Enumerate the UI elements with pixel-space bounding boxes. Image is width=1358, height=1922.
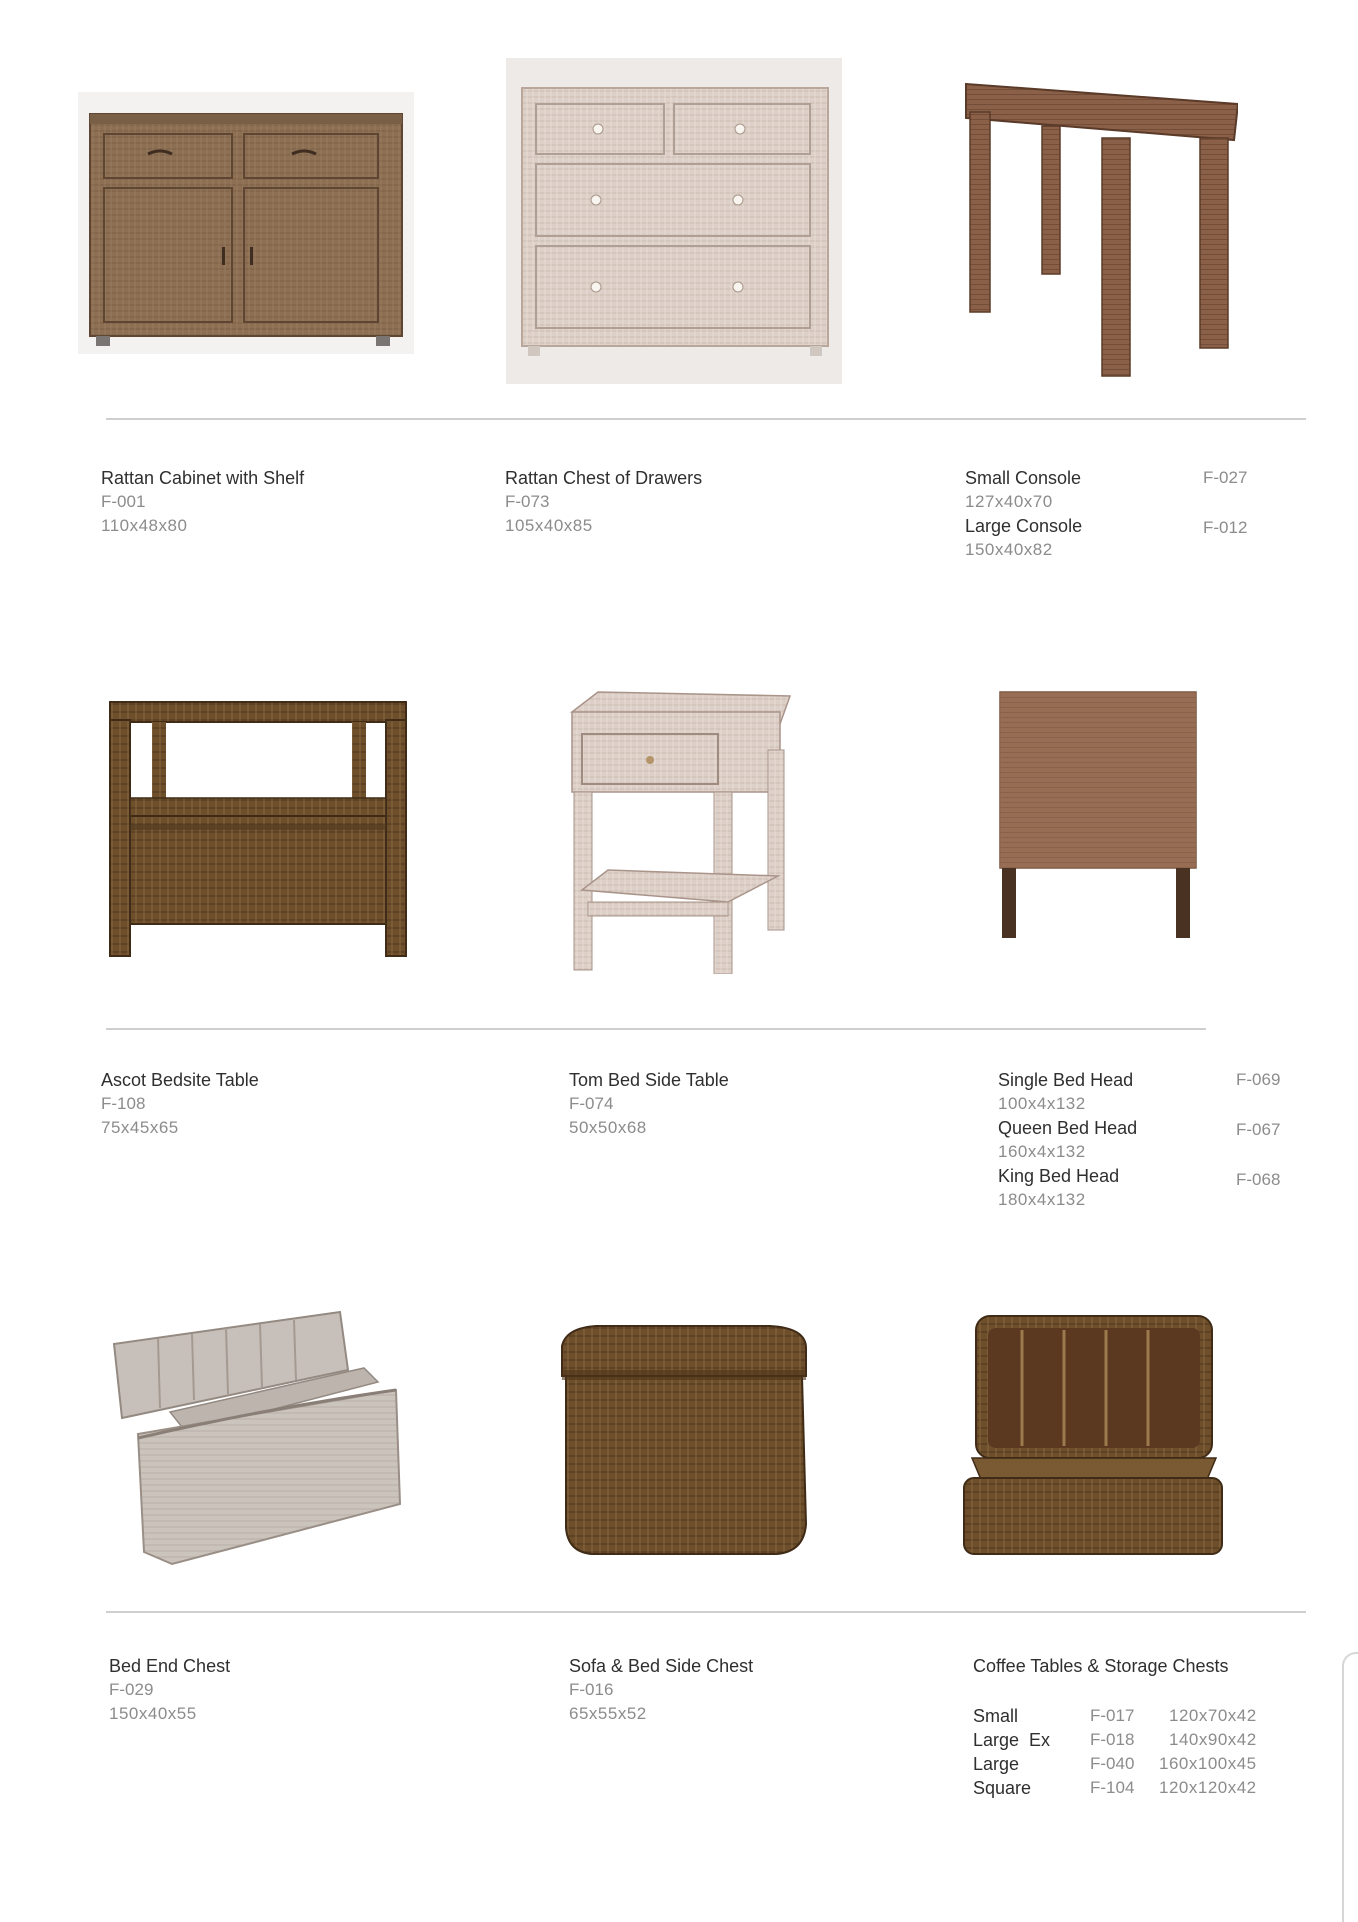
variant-row <box>998 1068 1288 1092</box>
rattan-cabinet-photo <box>78 92 414 354</box>
product-code: F-069 <box>1236 1070 1281 1089</box>
size-table <box>973 1704 1273 1800</box>
product-name: Rattan Chest of Drawers <box>505 468 703 488</box>
product-dimensions: 140x90x42 <box>1169 1730 1257 1749</box>
section-divider-2 <box>106 1028 1206 1030</box>
product-dimensions: 65x55x52 <box>569 1704 647 1723</box>
variant-row <box>998 1164 1288 1188</box>
product-consoles <box>965 466 1255 562</box>
side-chest-photo <box>556 1324 810 1556</box>
bed-end-chest-photo <box>110 1308 404 1574</box>
product-dimensions: 160x4x132 <box>998 1142 1086 1161</box>
size-label: Square <box>973 1778 1032 1798</box>
product-code: F-108 <box>101 1094 146 1113</box>
product-code: F-029 <box>109 1680 154 1699</box>
product-code: F-017 <box>1090 1706 1135 1725</box>
product-dimensions: 120x120x42 <box>1159 1778 1257 1797</box>
product-dimensions: 120x70x42 <box>1169 1706 1257 1725</box>
product-code: F-067 <box>1236 1120 1281 1139</box>
product-dimensions: 160x100x45 <box>1159 1754 1257 1773</box>
product-code: F-104 <box>1090 1778 1135 1797</box>
product-bed-end-chest <box>109 1654 230 1726</box>
product-coffee-tables <box>973 1654 1273 1798</box>
tom-bedside-table-photo <box>568 690 792 974</box>
bed-head-photo <box>996 690 1222 950</box>
product-name: Single Bed Head <box>998 1070 1134 1090</box>
product-name: Small Console <box>965 468 1082 488</box>
section-title: Coffee Tables & Storage Chests <box>973 1656 1229 1676</box>
product-side-chest <box>569 1654 753 1726</box>
variant-row <box>965 466 1255 490</box>
ascot-bedside-table-photo <box>108 700 408 962</box>
product-name: Large Console <box>965 516 1083 536</box>
product-code: F-001 <box>101 492 146 511</box>
product-name: Ascot Bedsite Table <box>101 1070 259 1090</box>
section-divider-3 <box>106 1611 1306 1613</box>
table-row <box>973 1752 1273 1776</box>
product-chest-of-drawers <box>505 466 702 538</box>
product-code: F-040 <box>1090 1754 1135 1773</box>
product-name: Sofa & Bed Side Chest <box>569 1656 754 1676</box>
coffee-table-chest-photo <box>960 1312 1226 1560</box>
product-name: Bed End Chest <box>109 1656 231 1676</box>
product-code: F-068 <box>1236 1170 1281 1189</box>
product-dimensions: 150x40x55 <box>109 1704 197 1723</box>
product-rattan-cabinet <box>101 466 304 538</box>
variant-row <box>965 514 1255 538</box>
table-row <box>973 1704 1273 1728</box>
variant-row <box>998 1116 1288 1140</box>
product-name: Tom Bed Side Table <box>569 1070 729 1090</box>
product-bed-heads <box>998 1068 1288 1212</box>
product-code: F-027 <box>1203 468 1248 487</box>
page-edge-curl <box>1342 1652 1358 1922</box>
product-name: King Bed Head <box>998 1166 1120 1186</box>
product-dimensions: 150x40x82 <box>965 540 1053 559</box>
product-dimensions: 105x40x85 <box>505 516 593 535</box>
product-dimensions: 180x4x132 <box>998 1190 1086 1209</box>
product-code: F-073 <box>505 492 550 511</box>
product-dimensions: 110x48x80 <box>101 516 188 535</box>
product-code: F-074 <box>569 1094 614 1113</box>
size-label: Large Ex <box>973 1730 1051 1750</box>
product-dimensions: 75x45x65 <box>101 1118 179 1137</box>
product-tom-table <box>569 1068 729 1140</box>
product-code: F-016 <box>569 1680 614 1699</box>
product-dimensions: 127x40x70 <box>965 492 1053 511</box>
product-name: Queen Bed Head <box>998 1118 1138 1138</box>
product-code: F-018 <box>1090 1730 1135 1749</box>
product-name: Rattan Cabinet with Shelf <box>101 468 305 488</box>
table-row <box>973 1776 1273 1800</box>
product-ascot-table <box>101 1068 259 1140</box>
chest-of-drawers-photo <box>506 58 842 384</box>
product-dimensions: 100x4x132 <box>998 1094 1086 1113</box>
size-label: Large <box>973 1754 1020 1774</box>
size-label: Small <box>973 1706 1019 1726</box>
console-table-photo <box>962 82 1238 382</box>
section-divider-1 <box>106 418 1306 420</box>
product-code: F-012 <box>1203 518 1248 537</box>
product-dimensions: 50x50x68 <box>569 1118 647 1137</box>
table-row <box>973 1728 1273 1752</box>
